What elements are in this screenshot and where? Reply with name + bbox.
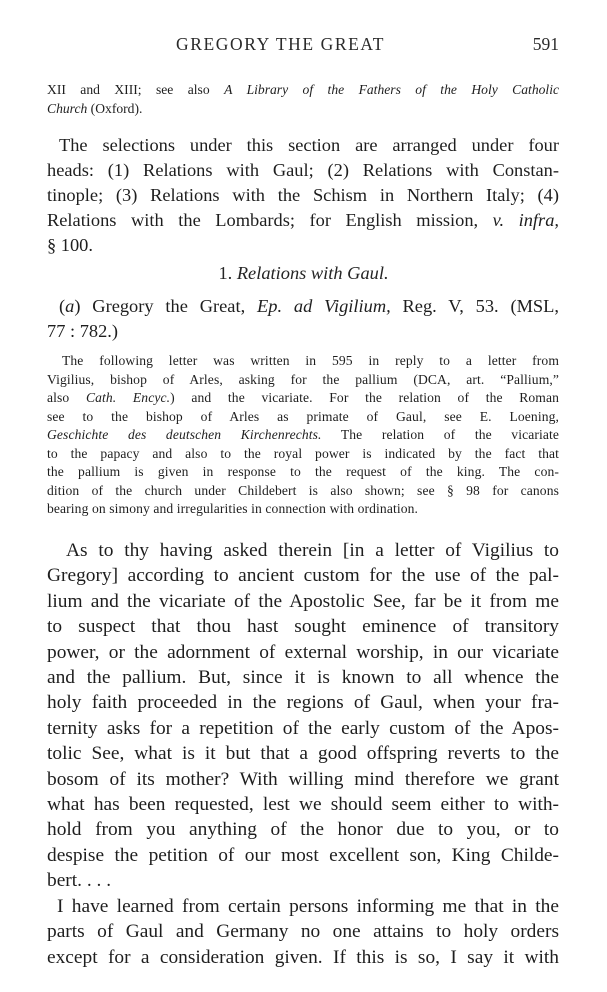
paragraph-line: § 100.	[47, 235, 93, 255]
reference-text: (Oxford).	[87, 101, 143, 116]
page-number: 591	[532, 34, 559, 54]
citation-letter: a	[65, 296, 75, 316]
letter-line: and the pallium. But, since it is known to all whence the	[47, 667, 559, 689]
citation-work-title: Ep. ad Vigilium,	[257, 296, 391, 316]
note-line: dition of the church under Childebert is also shown; see § 98 for canons	[47, 482, 559, 498]
reference-line	[47, 99, 559, 118]
citation-text: ) Gregory the Great,	[74, 296, 258, 316]
letter-line: ternity asks for a repetition of the early custom of the Apos-	[47, 717, 559, 739]
letter-line: parts of Gaul and Germany no one attains to holy orders	[47, 921, 559, 943]
letter-line: I have learned from certain persons informing me that in the	[57, 895, 559, 917]
letter-line: hold from you anything of the honor due to you, or to	[47, 819, 559, 841]
reference-book-title: Church	[47, 101, 88, 116]
letter-line: despise the petition of our most excellent son, King Childe-	[47, 844, 559, 866]
reference-book-title: A Library of the Fathers of the Holy Catholic	[224, 82, 560, 97]
note-work-title: Cath. Encyc.	[85, 390, 171, 405]
letter-line: what has been requested, lest we should seem either to with-	[47, 794, 559, 816]
running-title: GREGORY THE GREAT	[176, 34, 386, 54]
editorial-note	[47, 352, 559, 519]
letter-line: tolic See, what is it but that a good offspring reverts to the	[47, 743, 559, 765]
page-header	[0, 34, 607, 64]
citation-line	[47, 294, 559, 319]
note-text: The relation of the vicariate	[321, 427, 559, 442]
paragraph-line: tinople; (3) Relations with the Schism in Northern Italy; (4)	[47, 185, 559, 205]
note-line	[47, 389, 559, 408]
paragraph-line: heads: (1) Relations with Gaul; (2) Relations with Constan-	[47, 160, 559, 180]
paragraph-text: Relations with the Lombards; for English mission,	[47, 210, 493, 230]
note-line	[47, 426, 559, 445]
bibliographic-reference	[47, 80, 559, 118]
letter-line: except for a consideration given. If this is so, I say it with	[47, 946, 559, 968]
letter-line: to suspect that thou hast sought eminence of transitory	[47, 616, 559, 638]
paragraph-line	[47, 208, 559, 233]
section-heading	[0, 263, 607, 284]
letter-line: bert. . . .	[47, 870, 112, 892]
reference-text: XII and XIII; see also	[47, 82, 225, 97]
citation-text: (	[59, 296, 66, 316]
note-line: The following letter was written in 595 in reply to a letter from	[62, 353, 559, 368]
letter-line: As to thy having asked therein [in a letter of Vigilius to	[66, 540, 559, 561]
paragraph-line: The selections under this section are arranged under four	[59, 135, 559, 155]
note-line: to the papacy and also to the royal power is indicated by the fact that	[47, 445, 559, 461]
note-work-title: Geschichte des deutschen Kirchenrechts.	[47, 427, 322, 442]
note-text: ) and the vicariate. For the relation of the Roman	[170, 390, 560, 405]
section-number: 1.	[218, 263, 237, 283]
note-line: the pallium is given in response to the request of the king. The con-	[47, 464, 559, 479]
note-text: also	[47, 390, 86, 405]
letter-line: power, or the adornment of external worship, in our vicariate	[47, 641, 559, 663]
reference-line	[47, 80, 559, 99]
source-citation	[47, 294, 559, 344]
letter-line: bosom of its mother? With willing mind therefore we grant	[47, 768, 559, 790]
letter-line: holy faith proceeded in the regions of Gaul, when your fra-	[47, 692, 559, 714]
letter-line: Gregory] according to ancient custom for the use of the pal-	[47, 565, 559, 587]
letter-line: lium and the vicariate of the Apostolic See, far be it from me	[47, 590, 559, 612]
intro-paragraph	[47, 133, 559, 258]
citation-text: Reg. V, 53. (MSL,	[390, 296, 559, 316]
section-title: Relations with Gaul.	[236, 263, 389, 283]
cross-reference: v. infra,	[492, 210, 559, 230]
note-line: Vigilius, bishop of Arles, asking for the pallium (DCA, art. “Pallium,”	[47, 371, 559, 387]
citation-line: 77 : 782.)	[47, 321, 119, 341]
note-line: bearing on simony and irregularities in connection with ordination.	[47, 501, 419, 516]
letter-text	[47, 538, 559, 970]
note-line: see to the bishop of Arles as primate of Gaul, see E. Loening,	[47, 408, 559, 424]
